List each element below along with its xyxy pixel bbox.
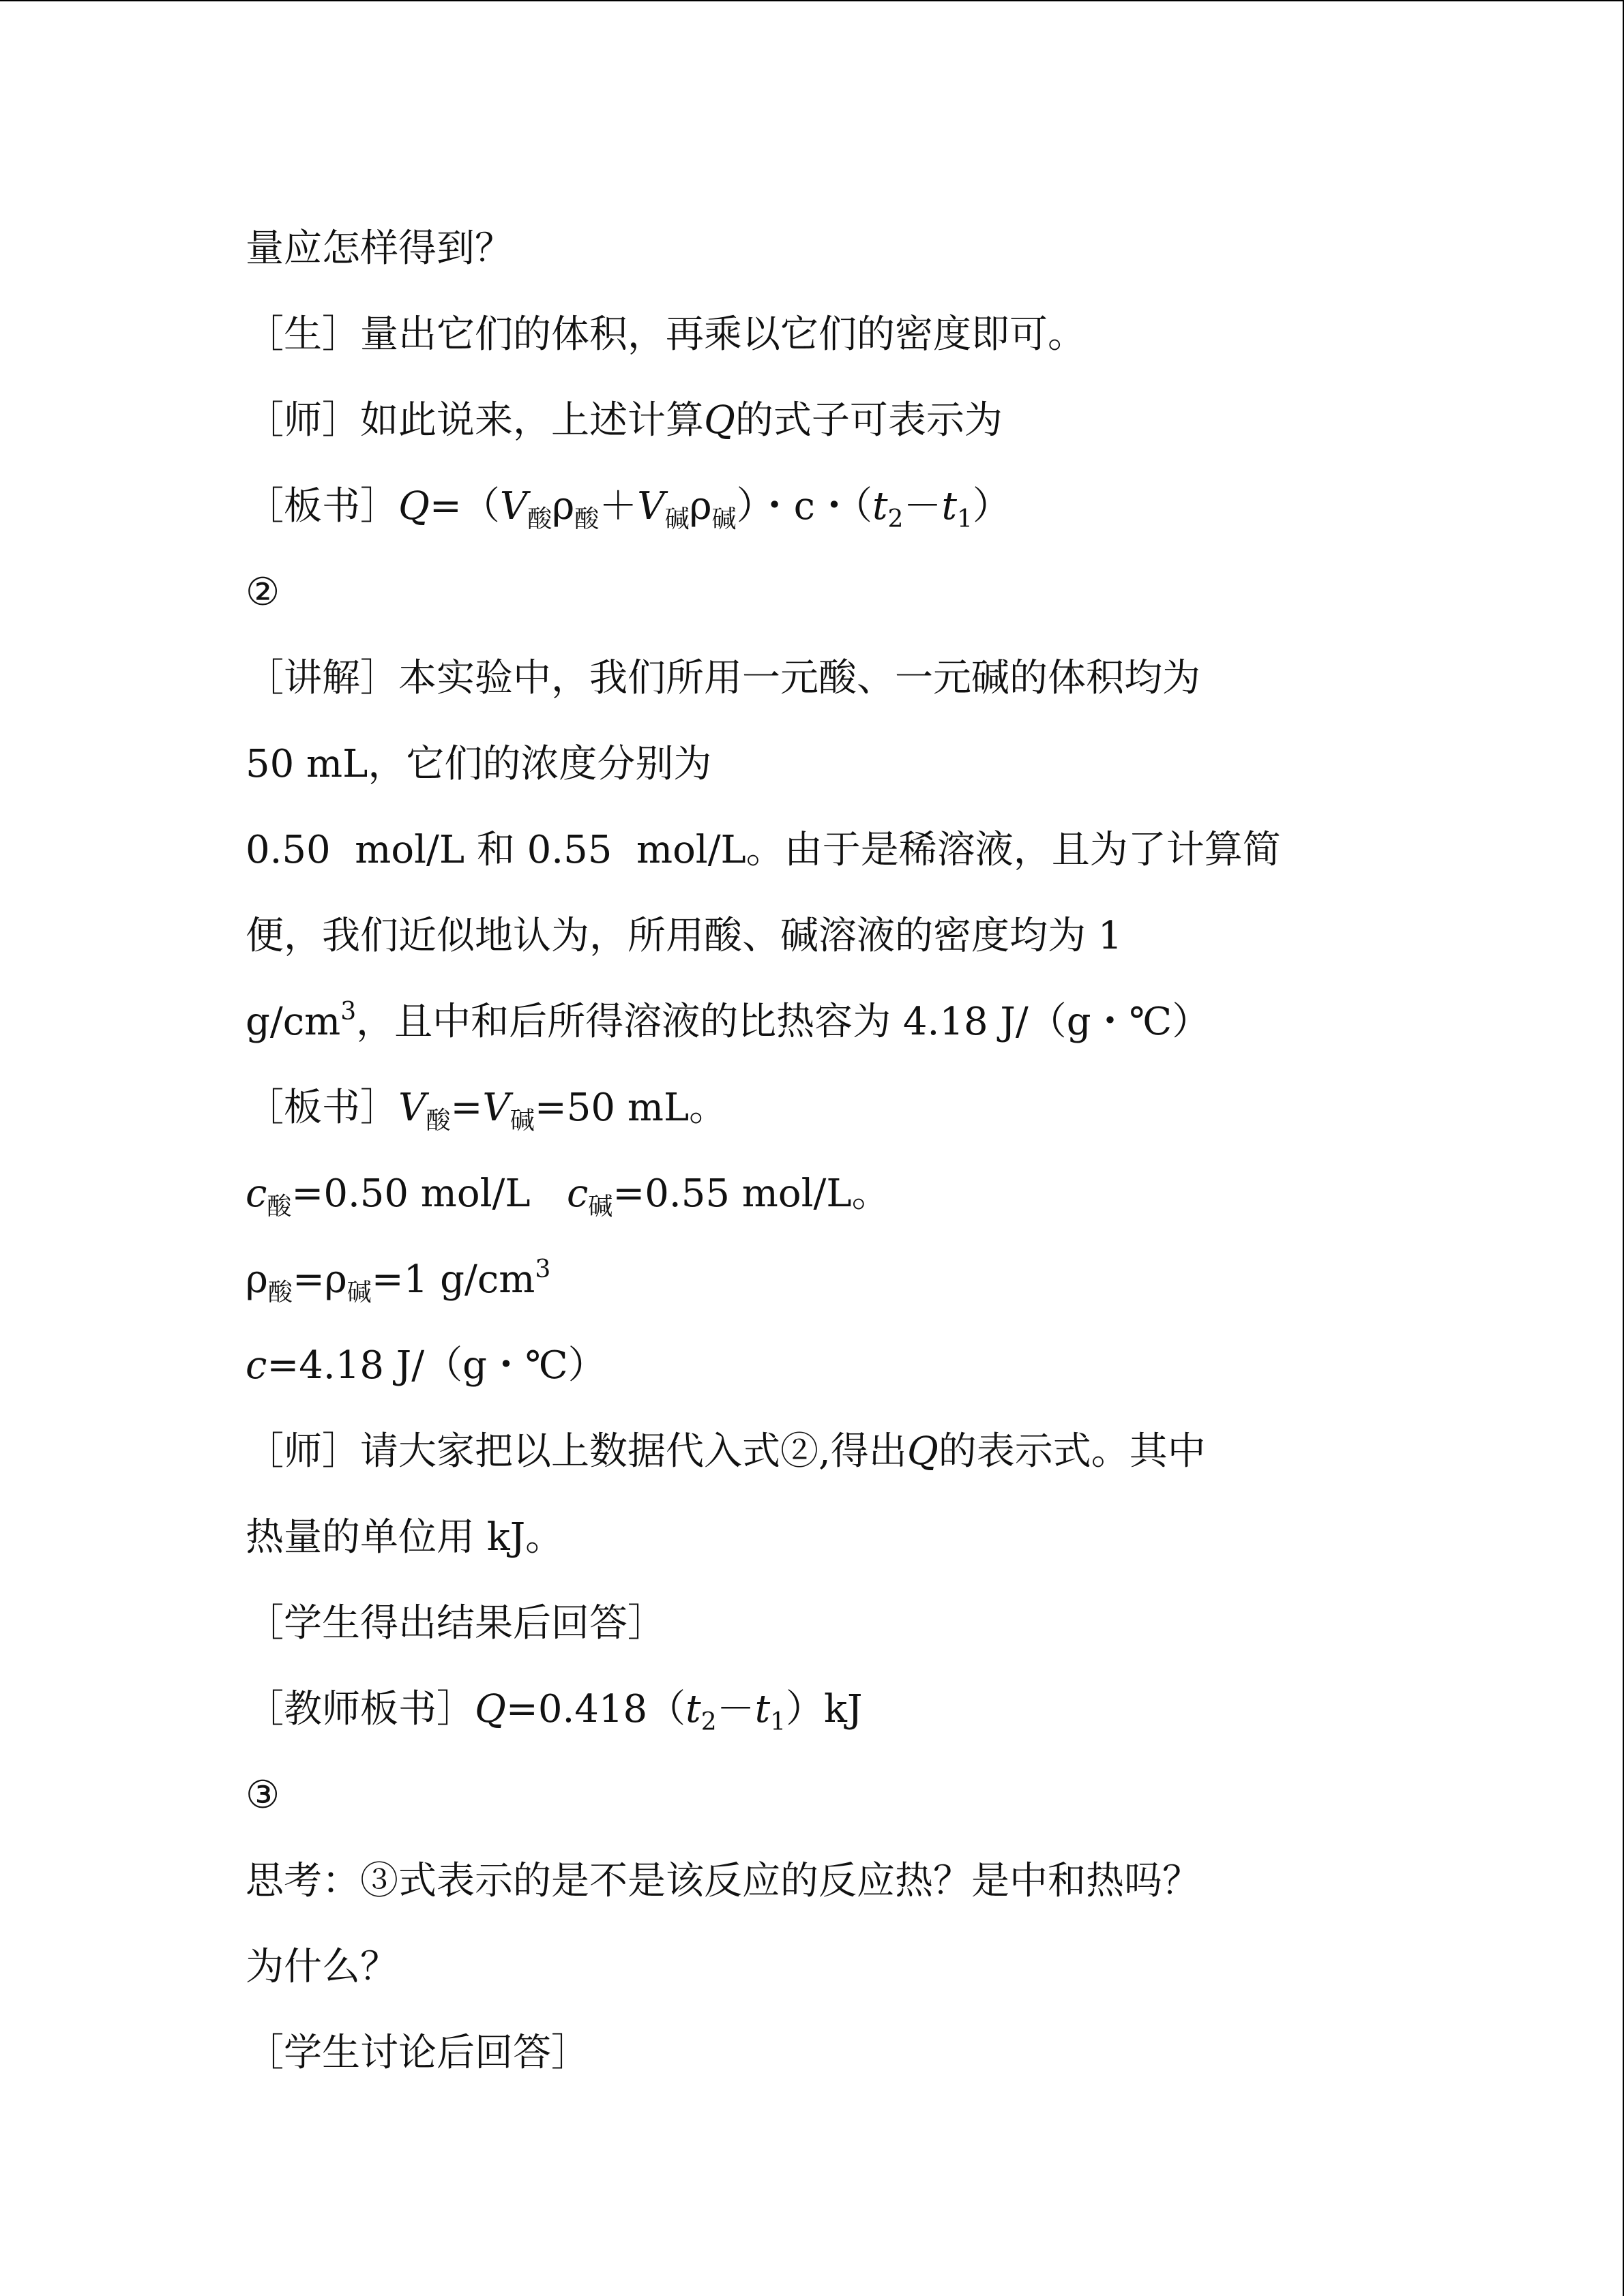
text-line: ［生］量出它们的体积，再乘以它们的密度即可。 — [246, 312, 1086, 357]
text-segment: ）・c・（ — [736, 484, 873, 528]
symbol-rho: ρ — [552, 484, 575, 528]
text-line: 思考：③式表示的是不是该反应的反应热？是中和热吗？ — [246, 1859, 1200, 1903]
text-line: 便，我们近似地认为，所用酸、碱溶液的密度均为 1 — [246, 914, 1123, 958]
text-segment: = — [450, 1086, 483, 1130]
symbol-rho: ρ — [246, 1257, 268, 1302]
superscript: 3 — [535, 1255, 551, 1283]
symbol-t: t — [941, 484, 957, 528]
symbol-t: t — [685, 1687, 701, 1731]
text-segment: ［板书］ — [246, 1086, 398, 1130]
symbol-t: t — [872, 484, 888, 528]
formula-line — [246, 1237, 1419, 1323]
text-segment: =4.18 J/（g・℃） — [267, 1343, 606, 1388]
subscript: 2 — [887, 505, 904, 533]
subscript: 酸 — [267, 1279, 293, 1307]
subscript: 1 — [770, 1708, 786, 1736]
text-segment: ［教师板书］ — [246, 1687, 475, 1731]
symbol-v: V — [398, 1086, 426, 1130]
symbol-q: Q — [704, 398, 735, 443]
text-segment: =（ — [429, 484, 500, 528]
text-segment: 的式子可表示为 — [735, 398, 1003, 443]
subscript: 酸 — [267, 1193, 292, 1221]
text-line: ［学生讨论后回答］ — [246, 2031, 589, 2075]
symbol-v: V — [499, 484, 528, 528]
formula-line — [246, 1667, 1419, 1753]
formula-line — [246, 1323, 1419, 1409]
subscript: 酸 — [574, 505, 600, 533]
text-segment: =0.50 mol/L — [291, 1172, 567, 1216]
symbol-q: Q — [906, 1429, 939, 1474]
symbol-q: Q — [475, 1687, 506, 1731]
text-line — [246, 1409, 1419, 1495]
equation-number: ③ — [246, 1773, 280, 1817]
text-segment: ＋ — [599, 484, 638, 528]
symbol-rho: ρ — [324, 1257, 347, 1302]
subscript: 酸 — [527, 505, 552, 533]
subscript: 碱 — [346, 1279, 372, 1307]
symbol-v: V — [637, 484, 665, 528]
text-segment: ，且中和后所得溶液的比热容为 4.18 J/（g・℃） — [356, 1000, 1211, 1044]
symbol-rho: ρ — [689, 484, 712, 528]
formula-line — [246, 1151, 1419, 1237]
text-segment: ［板书］ — [246, 484, 398, 528]
symbol-v: V — [482, 1086, 510, 1130]
text-line: ［学生得出结果后回答］ — [246, 1601, 666, 1645]
text-line — [246, 979, 1419, 1065]
text-segment: － — [716, 1687, 755, 1731]
formula-line — [246, 1065, 1419, 1151]
text-segment: =0.418（ — [505, 1687, 686, 1731]
subscript: 碱 — [510, 1107, 535, 1135]
text-line: ［讲解］本实验中，我们所用一元酸、一元碱的体积均为 — [246, 656, 1200, 700]
text-segment: = — [292, 1257, 325, 1302]
text-segment: ［师］如此说来，上述计算 — [246, 398, 704, 443]
text-segment: =50 mL。 — [534, 1086, 728, 1130]
text-segment: － — [903, 484, 942, 528]
text-line: 为什么？ — [246, 1945, 398, 1989]
text-segment: 的表示式。其中 — [938, 1429, 1206, 1474]
symbol-c: c — [246, 1172, 267, 1216]
document-body — [246, 206, 1419, 2096]
text-segment: ［师］请大家把以上数据代入式②,得出 — [246, 1429, 907, 1474]
text-segment: ）kJ — [786, 1687, 863, 1731]
text-line: 热量的单位用 kJ。 — [246, 1515, 564, 1560]
equation-number: ② — [246, 570, 280, 614]
symbol-c: c — [246, 1343, 267, 1388]
symbol-c: c — [566, 1172, 589, 1216]
text-line: 量应怎样得到？ — [246, 226, 513, 271]
subscript: 碱 — [664, 505, 690, 533]
symbol-q: Q — [398, 484, 430, 528]
text-segment: ） — [972, 484, 1011, 528]
formula-line — [246, 464, 1419, 550]
text-line: 50 mL，它们的浓度分别为 — [246, 742, 712, 786]
subscript: 酸 — [426, 1107, 451, 1135]
text-segment: =1 g/cm — [371, 1257, 535, 1302]
subscript: 碱 — [711, 505, 737, 533]
subscript: 2 — [700, 1708, 717, 1736]
text-segment: =0.55 mol/L。 — [612, 1172, 890, 1216]
symbol-t: t — [754, 1687, 771, 1731]
text-segment: g/cm — [246, 1000, 341, 1044]
superscript: 3 — [340, 998, 357, 1026]
text-line — [246, 378, 1419, 464]
subscript: 碱 — [588, 1193, 613, 1221]
subscript: 1 — [956, 505, 973, 533]
text-line: 0.50 mol/L 和 0.55 mol/L。由于是稀溶液，且为了计算简 — [246, 828, 1281, 872]
